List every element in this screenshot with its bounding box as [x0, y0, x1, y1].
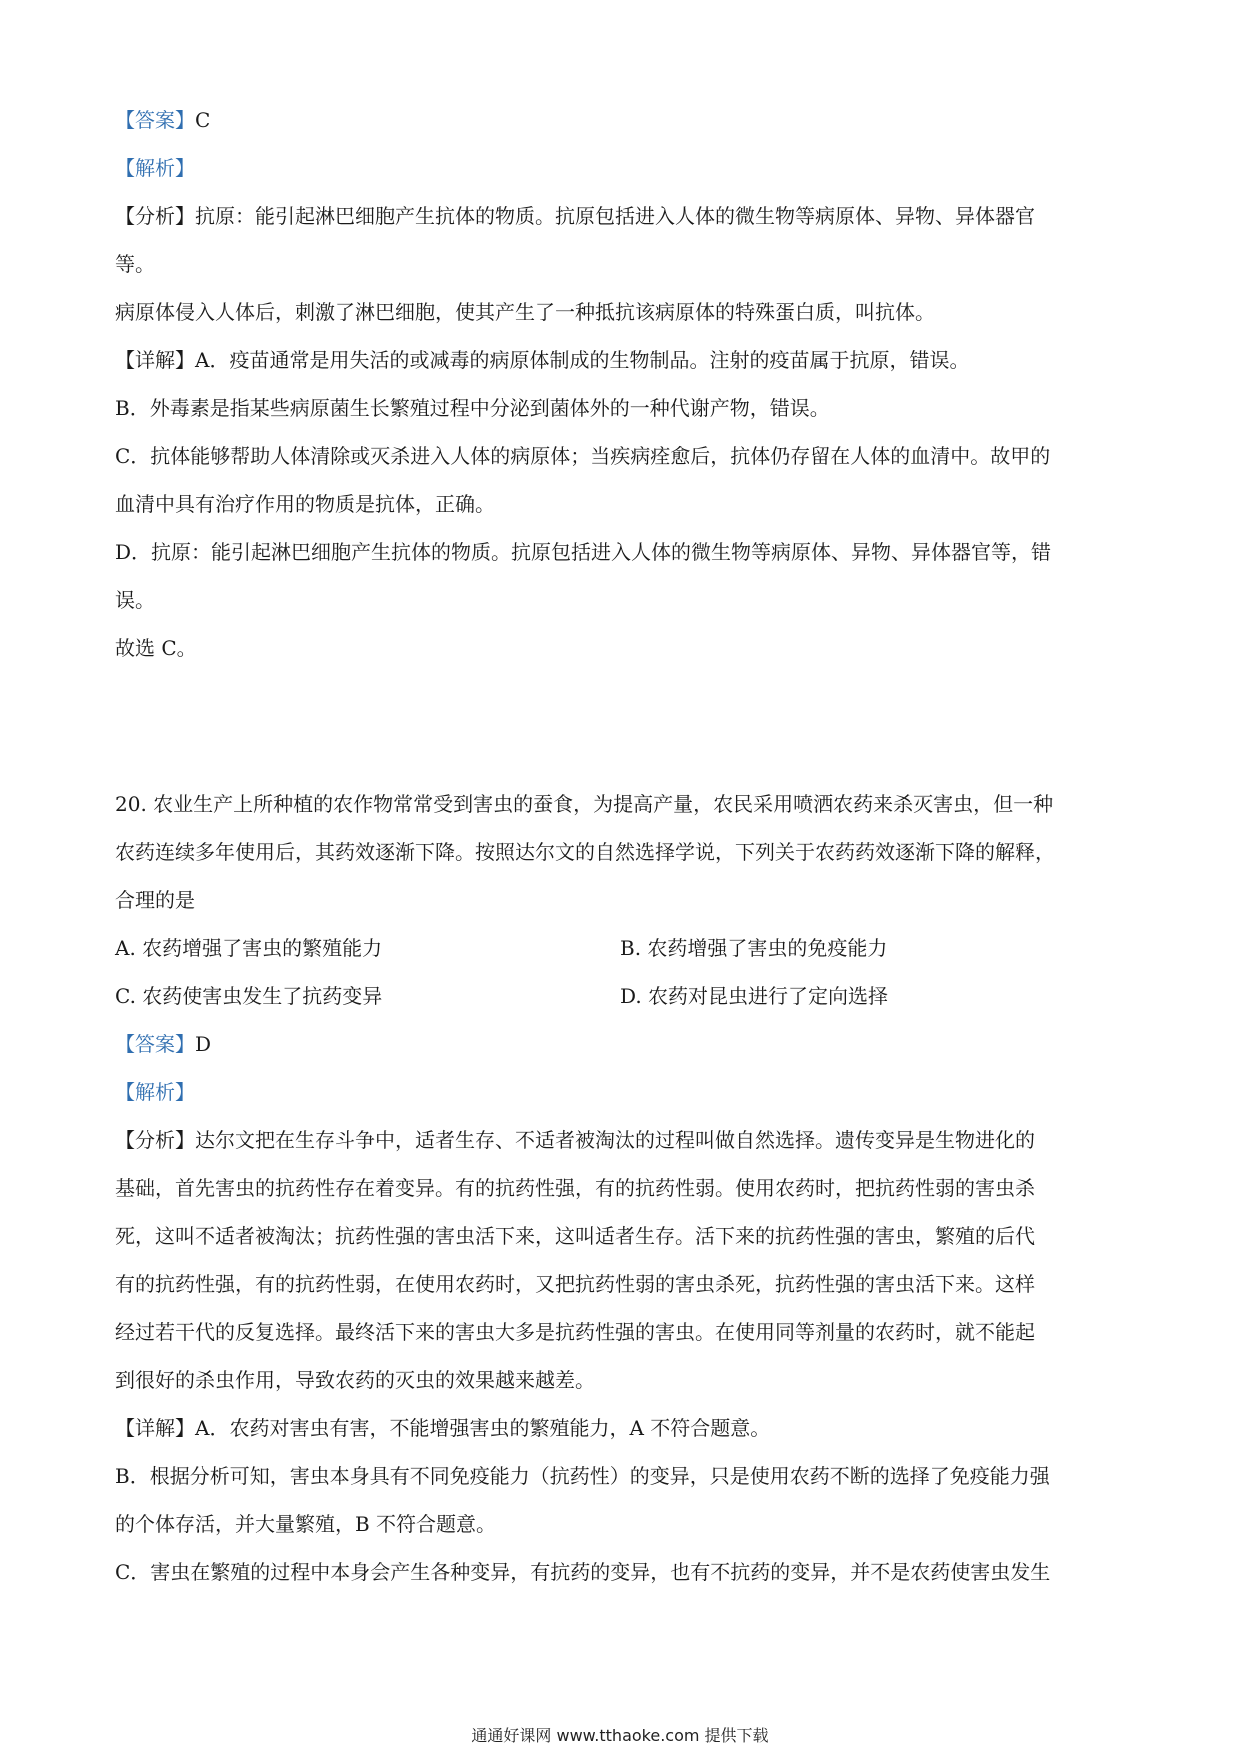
- q19-analysis-text-1: 抗原：能引起淋巴细胞产生抗体的物质。抗原包括进入人体的微生物等病原体、异物、异体器官: [195, 204, 1035, 228]
- q20-analysis-line-4: 有的抗药性强，有的抗药性弱，在使用农药时，又把抗药性弱的害虫杀死，抗药性强的害虫活下来。这样: [115, 1272, 1035, 1296]
- q19-detail-line-6: 误。: [115, 588, 155, 612]
- q19-detail-line-1: [115, 346, 1135, 374]
- q20-option-b: B. 农药增强了害虫的免疫能力: [620, 936, 888, 960]
- q20-detail-label: 【详解】: [115, 1416, 195, 1440]
- q20-analysis-line-1: [115, 1126, 1135, 1154]
- q20-option-c: C. 农药使害虫发生了抗药变异: [115, 984, 383, 1008]
- q20-answer-tag: 【答案】: [115, 1032, 195, 1056]
- q20-analysis-tag-line: [115, 1078, 1135, 1106]
- q19-detail-line-5: D．抗原：能引起淋巴细胞产生抗体的物质。抗原包括进入人体的微生物等病原体、异物、异体器官等，错: [115, 540, 1052, 564]
- q20-analysis-line-6: 到很好的杀虫作用，导致农药的灭虫的效果越来越差。: [115, 1368, 595, 1392]
- q19-analysis-label: 【分析】: [115, 204, 195, 228]
- q20-analysis-line-2: 基础，首先害虫的抗药性存在着变异。有的抗药性强，有的抗药性弱。使用农药时，把抗药性弱的害虫杀: [115, 1176, 1035, 1200]
- q19-analysis-line-1: [115, 202, 1135, 230]
- q19-detail-line-2: B．外毒素是指某些病原菌生长繁殖过程中分泌到菌体外的一种代谢产物，错误。: [115, 396, 830, 420]
- q19-analysis-line-3: 病原体侵入人体后，刺激了淋巴细胞，使其产生了一种抵抗该病原体的特殊蛋白质，叫抗体。: [115, 300, 935, 324]
- q19-detail-label: 【详解】: [115, 348, 195, 372]
- q20-stem-line-3: 合理的是: [115, 888, 195, 912]
- q19-detail-line-4: 血清中具有治疗作用的物质是抗体，正确。: [115, 492, 495, 516]
- q19-answer-value: C: [195, 108, 211, 132]
- q19-analysis-line-2: 等。: [115, 252, 155, 276]
- q20-analysis-line-5: 经过若干代的反复选择。最终活下来的害虫大多是抗药性强的害虫。在使用同等剂量的农药时，就不能起: [115, 1320, 1035, 1344]
- q20-analysis-line-3: 死，这叫不适者被淘汰；抗药性强的害虫活下来，这叫适者生存。活下来的抗药性强的害虫，繁殖的后代: [115, 1224, 1035, 1248]
- q20-answer-line: [115, 1030, 1135, 1058]
- q20-answer-value: D: [195, 1032, 212, 1056]
- q19-conclusion: 故选 C。: [115, 636, 197, 660]
- q19-answer-line: [115, 106, 1135, 134]
- q20-detail-text-1: A．农药对害虫有害，不能增强害虫的繁殖能力，A 不符合题意。: [195, 1416, 771, 1440]
- q20-option-a: A. 农药增强了害虫的繁殖能力: [115, 936, 383, 960]
- q20-detail-line-4: C．害虫在繁殖的过程中本身会产生各种变异，有抗药的变异，也有不抗药的变异，并不是农药使害虫发生: [115, 1560, 1051, 1584]
- q20-stem-line-2: 农药连续多年使用后，其药效逐渐下降。按照达尔文的自然选择学说，下列关于农药药效逐渐下降的解释，: [115, 840, 1055, 864]
- q19-detail-text-1: A．疫苗通常是用失活的或减毒的病原体制成的生物制品。注射的疫苗属于抗原，错误。: [195, 348, 970, 372]
- q20-detail-line-2: B．根据分析可知，害虫本身具有不同免疫能力（抗药性）的变异，只是使用农药不断的选择了免疫能力强: [115, 1464, 1050, 1488]
- q19-analysis-tag: 【解析】: [115, 156, 195, 180]
- q20-stem-line-1: 20. 农业生产上所种植的农作物常常受到害虫的蚕食，为提高产量，农民采用喷洒农药来杀灭害虫，但一种: [115, 792, 1054, 816]
- q20-detail-line-1: [115, 1414, 1135, 1442]
- q20-analysis-tag: 【解析】: [115, 1080, 195, 1104]
- q20-analysis-text-1: 达尔文把在生存斗争中，适者生存、不适者被淘汰的过程叫做自然选择。遗传变异是生物进化的: [195, 1128, 1035, 1152]
- q19-detail-line-3: C．抗体能够帮助人体清除或灭杀进入人体的病原体；当疾病痊愈后，抗体仍存留在人体的血清中。故甲的: [115, 444, 1051, 468]
- q20-option-d: D. 农药对昆虫进行了定向选择: [620, 984, 889, 1008]
- q19-analysis-tag-line: [115, 154, 1135, 182]
- q20-detail-line-3: 的个体存活，并大量繁殖，B 不符合题意。: [115, 1512, 497, 1536]
- q19-answer-tag: 【答案】: [115, 108, 195, 132]
- page-footer: 通通好课网 www.tthaoke.com 提供下载: [471, 1726, 769, 1745]
- q20-analysis-label: 【分析】: [115, 1128, 195, 1152]
